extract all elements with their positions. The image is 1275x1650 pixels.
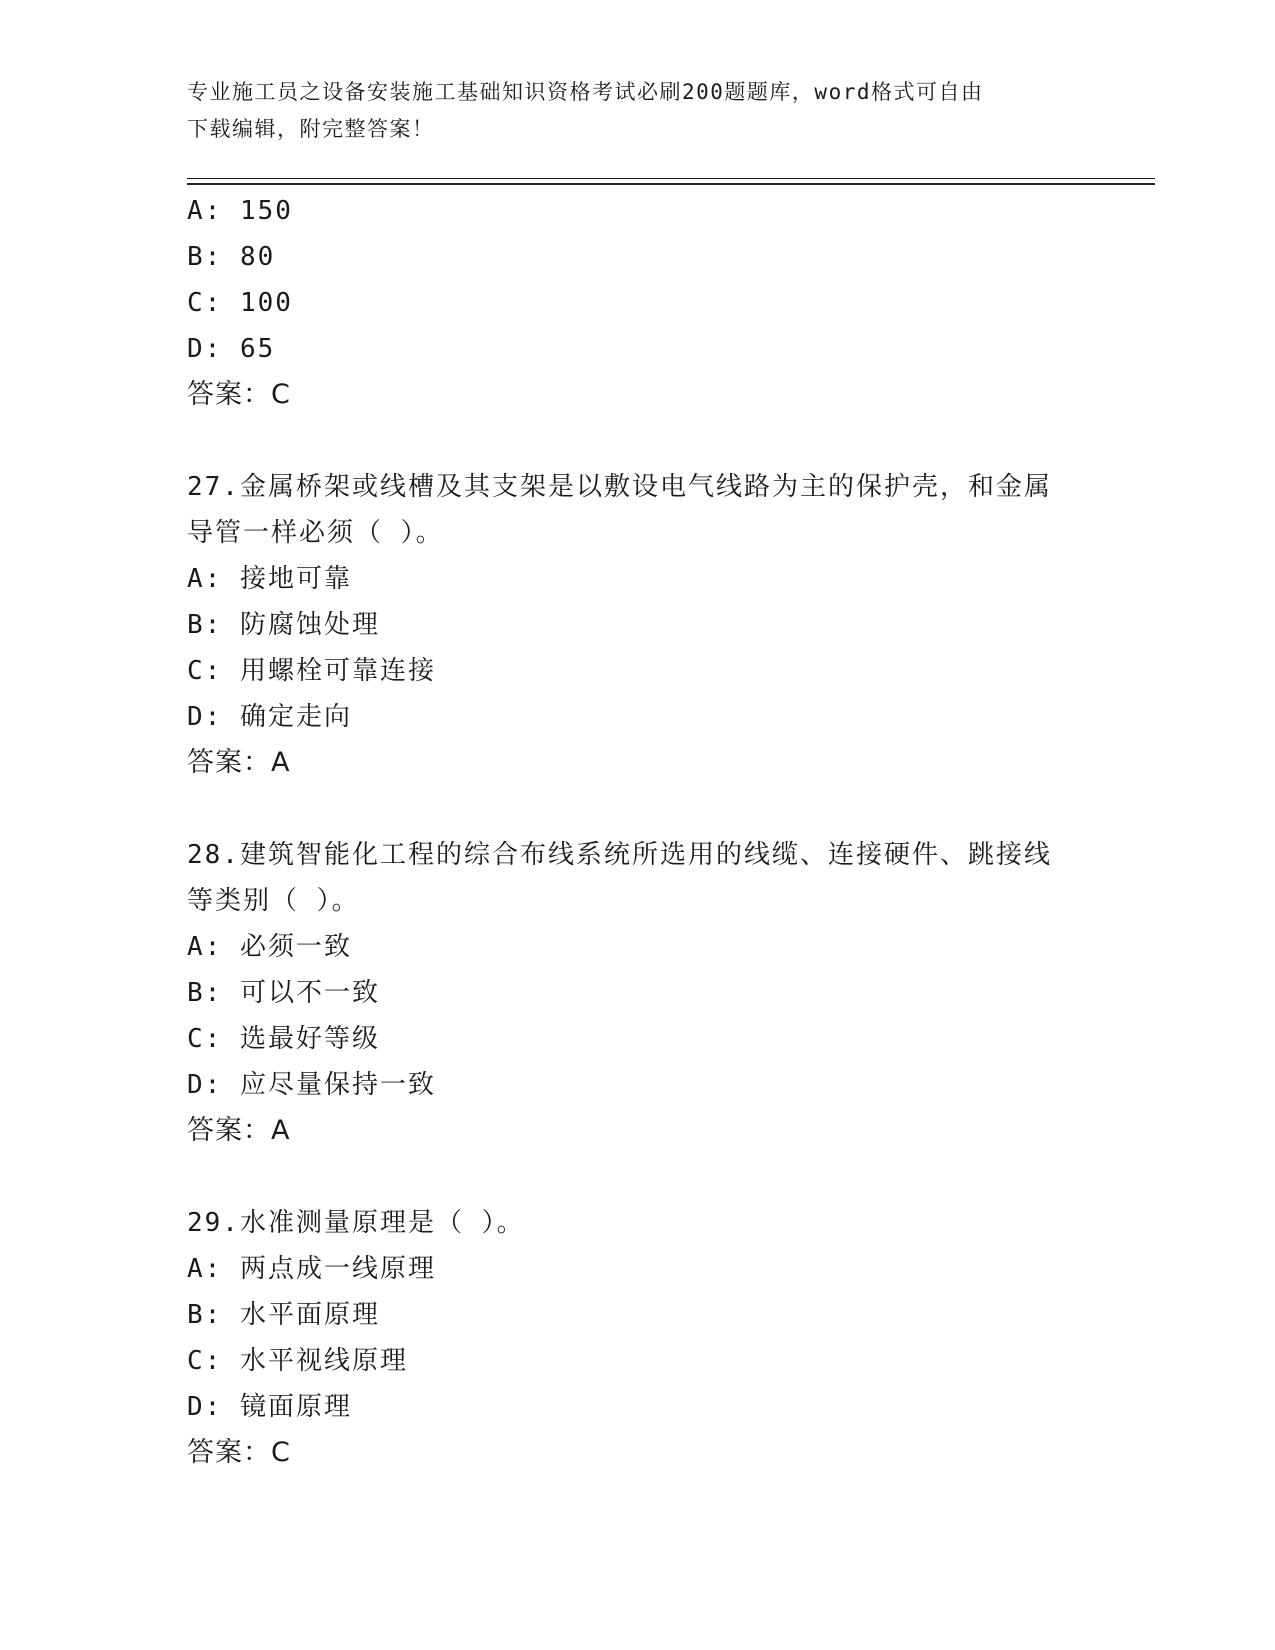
header-divider-bottom <box>187 183 1155 185</box>
option-c: C: 用螺栓可靠连接 <box>187 656 436 686</box>
question-text-line-1: 29.水准测量原理是（ ）。 <box>187 1208 525 1238</box>
option-a: A: 必须一致 <box>187 932 352 962</box>
option-c: C: 选最好等级 <box>187 1024 380 1054</box>
header-title-line-2: 下载编辑，附完整答案！ <box>187 117 435 141</box>
question-text-line-2: 等类别（ ）。 <box>187 886 360 916</box>
option-d: D: 镜面原理 <box>187 1392 352 1422</box>
question-text-line-1: 27.金属桥架或线槽及其支架是以敷设电气线路为主的保护壳，和金属 <box>187 472 1052 502</box>
question-list <box>187 188 1087 1476</box>
option-a: A: 接地可靠 <box>187 564 352 594</box>
question-27 <box>187 464 1087 786</box>
answer: 答案：A <box>187 747 291 778</box>
answer: 答案：A <box>187 1115 291 1146</box>
answer: 答案：C <box>187 379 291 410</box>
option-b: B: 水平面原理 <box>187 1300 380 1330</box>
document-header <box>187 74 1077 148</box>
option-d: D: 65 <box>187 334 276 364</box>
option-c: C: 100 <box>187 288 293 318</box>
option-a: A: 两点成一线原理 <box>187 1254 436 1284</box>
spacer <box>187 418 1087 464</box>
answer: 答案：C <box>187 1437 291 1468</box>
option-b: B: 可以不一致 <box>187 978 380 1008</box>
option-d: D: 应尽量保持一致 <box>187 1070 436 1100</box>
option-b: B: 防腐蚀处理 <box>187 610 380 640</box>
option-c: C: 水平视线原理 <box>187 1346 408 1376</box>
option-b: B: 80 <box>187 242 276 272</box>
spacer <box>187 786 1087 832</box>
header-title-line-1: 专业施工员之设备安装施工基础知识资格考试必刷200题题库，word格式可自由 <box>187 80 984 104</box>
question-text-line-2: 导管一样必须（ ）。 <box>187 518 444 548</box>
option-a: A: 150 <box>187 196 293 226</box>
question-28 <box>187 832 1087 1154</box>
question-29 <box>187 1200 1087 1476</box>
question-text-line-1: 28.建筑智能化工程的综合布线系统所选用的线缆、连接硬件、跳接线 <box>187 840 1052 870</box>
question-26 <box>187 188 1087 418</box>
spacer <box>187 1154 1087 1200</box>
header-divider-top <box>187 178 1155 179</box>
option-d: D: 确定走向 <box>187 702 352 732</box>
